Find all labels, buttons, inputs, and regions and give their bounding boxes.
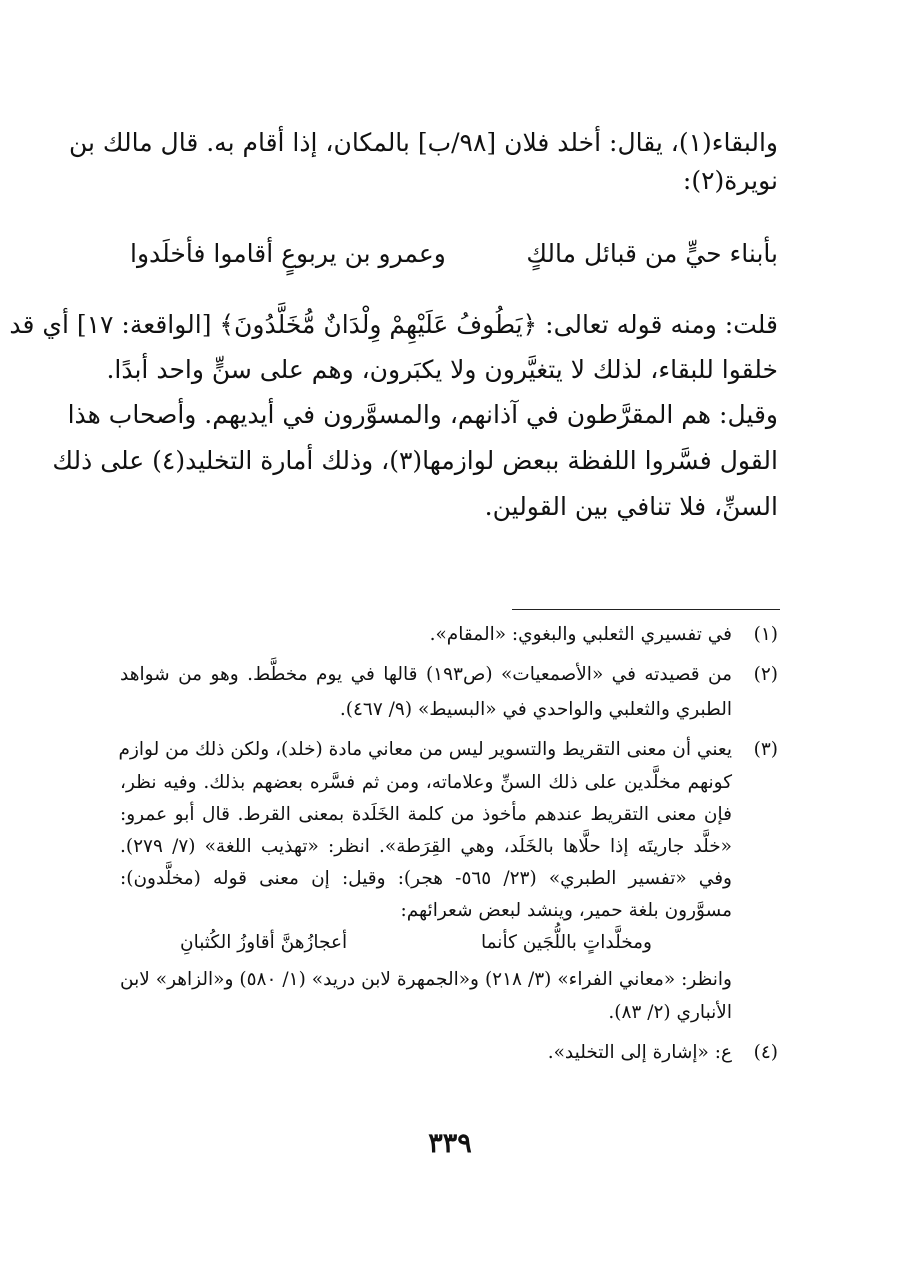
footnote-4-line: ع: «إشارة إلى التخليد». [547,1042,732,1063]
main-line-4: خلقوا للبقاء، لذلك لا يتغيَّرون ولا يكبَرون، وهم على سنٍّ واحد أبدًا. [106,355,778,384]
verse-first-hemistich: بأبناء حيٍّ من قبائل مالكٍ [526,239,778,268]
footnote-3-line: «خلَّد جاريتَه إذا حلَّاها بالخَلَد، وهي القِرَطة». انظر: «تهذيب اللغة» (٧/ ٢٧٩). [120,836,732,857]
main-line-3: قلت: ومنه قوله تعالى: ﴿يَطُوفُ عَلَيْهِمْ وِلْدَانٌ مُّخَلَّدُونَ﴾ [الواقعة: ١٧] أي قد [9,310,778,339]
footnote-1-number: (١) [753,624,778,645]
main-line-6: القول فسَّروا اللفظة ببعض لوازمها(٣)، وذلك أمارة التخليد(٤) على ذلك [52,446,778,475]
page-number: ٣٣٩ [428,1128,472,1159]
main-line-7: السنِّ، فلا تنافي بين القولين. [484,492,778,521]
main-line-1: والبقاء(١)، يقال: أخلد فلان [٩٨/ب] بالمكان، إذا أقام به. قال مالك بن [68,128,778,157]
footnote-2-line: الطبري والثعلبي والواحدي في «البسيط» (٩/ ٤٦٧). [339,699,732,720]
poetry-verse [120,234,778,274]
footnote-3-line: يعني أن معنى التقريط والتسوير ليس من معاني مادة (خلد)، ولكن ذلك من لوازم [118,739,732,760]
footnote-2-number: (٢) [753,664,778,685]
footnote-3-number: (٣) [753,739,778,760]
footnote-3-line: مسوَّرون بلغة حمير، وينشد لبعض شعرائهم: [400,900,732,921]
footnote-3-line: وانظر: «معاني الفراء» (٣/ ٢١٨) و«الجمهرة لابن دريد» (١/ ٥٨٠) و«الزاهر» لابن [120,969,732,990]
footnote-divider [512,609,780,610]
main-line-5: وقيل: هم المقرَّطون في آذانهم، والمسوَّرون في أيديهم. وأصحاب هذا [67,400,778,429]
footnote-verse-first-hemistich: ومخلَّداتٍ باللُّجَين كأنما [480,932,652,953]
verse-second-hemistich: وعمرو بن يربوعٍ أقاموا فأخلَدوا [130,239,446,268]
footnote-3-line: الأنباري (٢/ ٨٣). [608,1002,732,1023]
main-text [9,124,778,544]
main-line-2: نويرة(٢): [682,166,778,195]
footnote-2-line: من قصيدته في «الأصمعيات» (ص١٩٣) قالها في يوم مخطَّط. وهو من شواهد [120,664,732,685]
footnote-4-number: (٤) [753,1042,778,1063]
footnote-3-line: كونهم مخلَّدين على ذلك السنِّ وعلاماته، ومن ثم فسَّره بعضهم بذلك. وفيه نظر، [120,772,732,793]
footnote-3-verse [120,928,732,958]
footnote-1-line: في تفسيري الثعلبي والبغوي: «المقام». [429,624,732,645]
footnote-3-line: وفي «تفسير الطبري» (٢٣/ ٥٦٥- هجر): وقيل: إن معنى قوله (مخلَّدون): [120,868,732,889]
footnote-3-line: فإن معنى التقريط عندهم مأخوذ من كلمة الخَلَدة بمعنى القرط. قال أبو عمرو: [120,804,732,825]
footnotes [120,620,778,1110]
footnote-verse-second-hemistich: أعجازُهنَّ أقاوزُ الكُثبانِ [180,932,348,953]
